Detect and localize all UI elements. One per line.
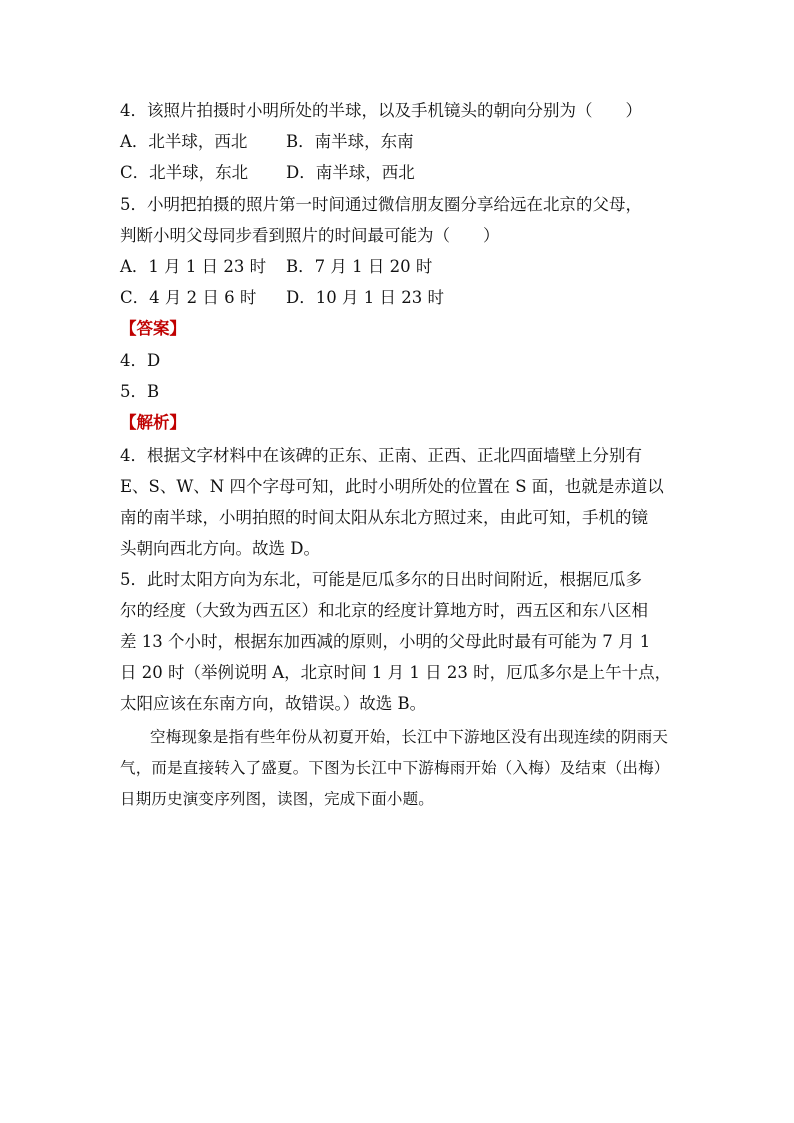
q5-stem-line-1: 5．小明把拍摄的照片第一时间通过微信朋友圈分享给远在北京的父母， bbox=[120, 195, 642, 214]
q5-options-row-2 bbox=[120, 287, 444, 309]
q4-option-c: C．北半球，东北 bbox=[120, 163, 249, 182]
analysis-line: 4．根据文字材料中在该碑的正东、正南、正西、正北四面墙壁上分别有 bbox=[120, 446, 642, 465]
q5-option-c: C．4 月 2 日 6 时 bbox=[120, 288, 257, 307]
analysis-line: 尔的经度（大致为西五区）和北京的经度计算地方时，西五区和东八区相 bbox=[120, 601, 648, 620]
q4-option-d: D．南半球，西北 bbox=[286, 163, 415, 182]
q5-option-a: A．1 月 1 日 23 时 bbox=[120, 257, 267, 276]
q4-option-a: A．北半球，西北 bbox=[120, 132, 248, 151]
analysis-line: 头朝向西北方向。故选 D。 bbox=[120, 539, 320, 558]
q5-stem-line-2: 判断小明父母同步看到照片的时间最可能为（ ） bbox=[120, 226, 500, 245]
q5-option-b: B．7 月 1 日 20 时 bbox=[286, 257, 433, 276]
q5-options-row-1 bbox=[120, 256, 433, 278]
material-line: 日期历史演变序列图，读图，完成下面小题。 bbox=[120, 790, 435, 808]
q4-option-b: B．南半球，东南 bbox=[286, 132, 414, 151]
analysis-line: 差 13 个小时，根据东加西减的原则，小明的父母此时最有可能为 7 月 1 bbox=[120, 632, 651, 651]
analysis-line: 太阳应该在东南方向，故错误。）故选 B。 bbox=[120, 694, 427, 713]
analysis-line: E、S、W、N 四个字母可知，此时小明所处的位置在 S 面，也就是赤道以 bbox=[120, 477, 664, 496]
analysis-line: 5．此时太阳方向为东北，可能是厄瓜多尔的日出时间附近，根据厄瓜多 bbox=[120, 570, 642, 589]
analysis-heading: 【解析】 bbox=[120, 413, 186, 432]
answer-heading: 【答案】 bbox=[120, 319, 186, 338]
q5-option-d: D．10 月 1 日 23 时 bbox=[286, 288, 444, 307]
analysis-line: 南的南半球，小明拍照的时间太阳从东北方照过来，由此可知，手机的镜 bbox=[120, 508, 648, 527]
material-line: 气，而是直接转入了盛夏。下图为长江中下游梅雨开始（入梅）及结束（出梅） bbox=[120, 759, 670, 777]
q4-stem: 4．该照片拍摄时小明所处的半球，以及手机镜头的朝向分别为（ ） bbox=[120, 101, 642, 120]
material-line: 空梅现象是指有些年份从初夏开始，长江中下游地区没有出现连续的阴雨天 bbox=[150, 728, 669, 746]
answer-item-4: 4．D bbox=[120, 351, 161, 370]
q4-options-row-1 bbox=[120, 131, 414, 153]
answer-item-5: 5．B bbox=[120, 382, 160, 401]
analysis-line: 日 20 时（举例说明 A，北京时间 1 月 1 日 23 时，厄瓜多尔是上午十点， bbox=[120, 663, 672, 682]
q4-options-row-2 bbox=[120, 162, 415, 184]
